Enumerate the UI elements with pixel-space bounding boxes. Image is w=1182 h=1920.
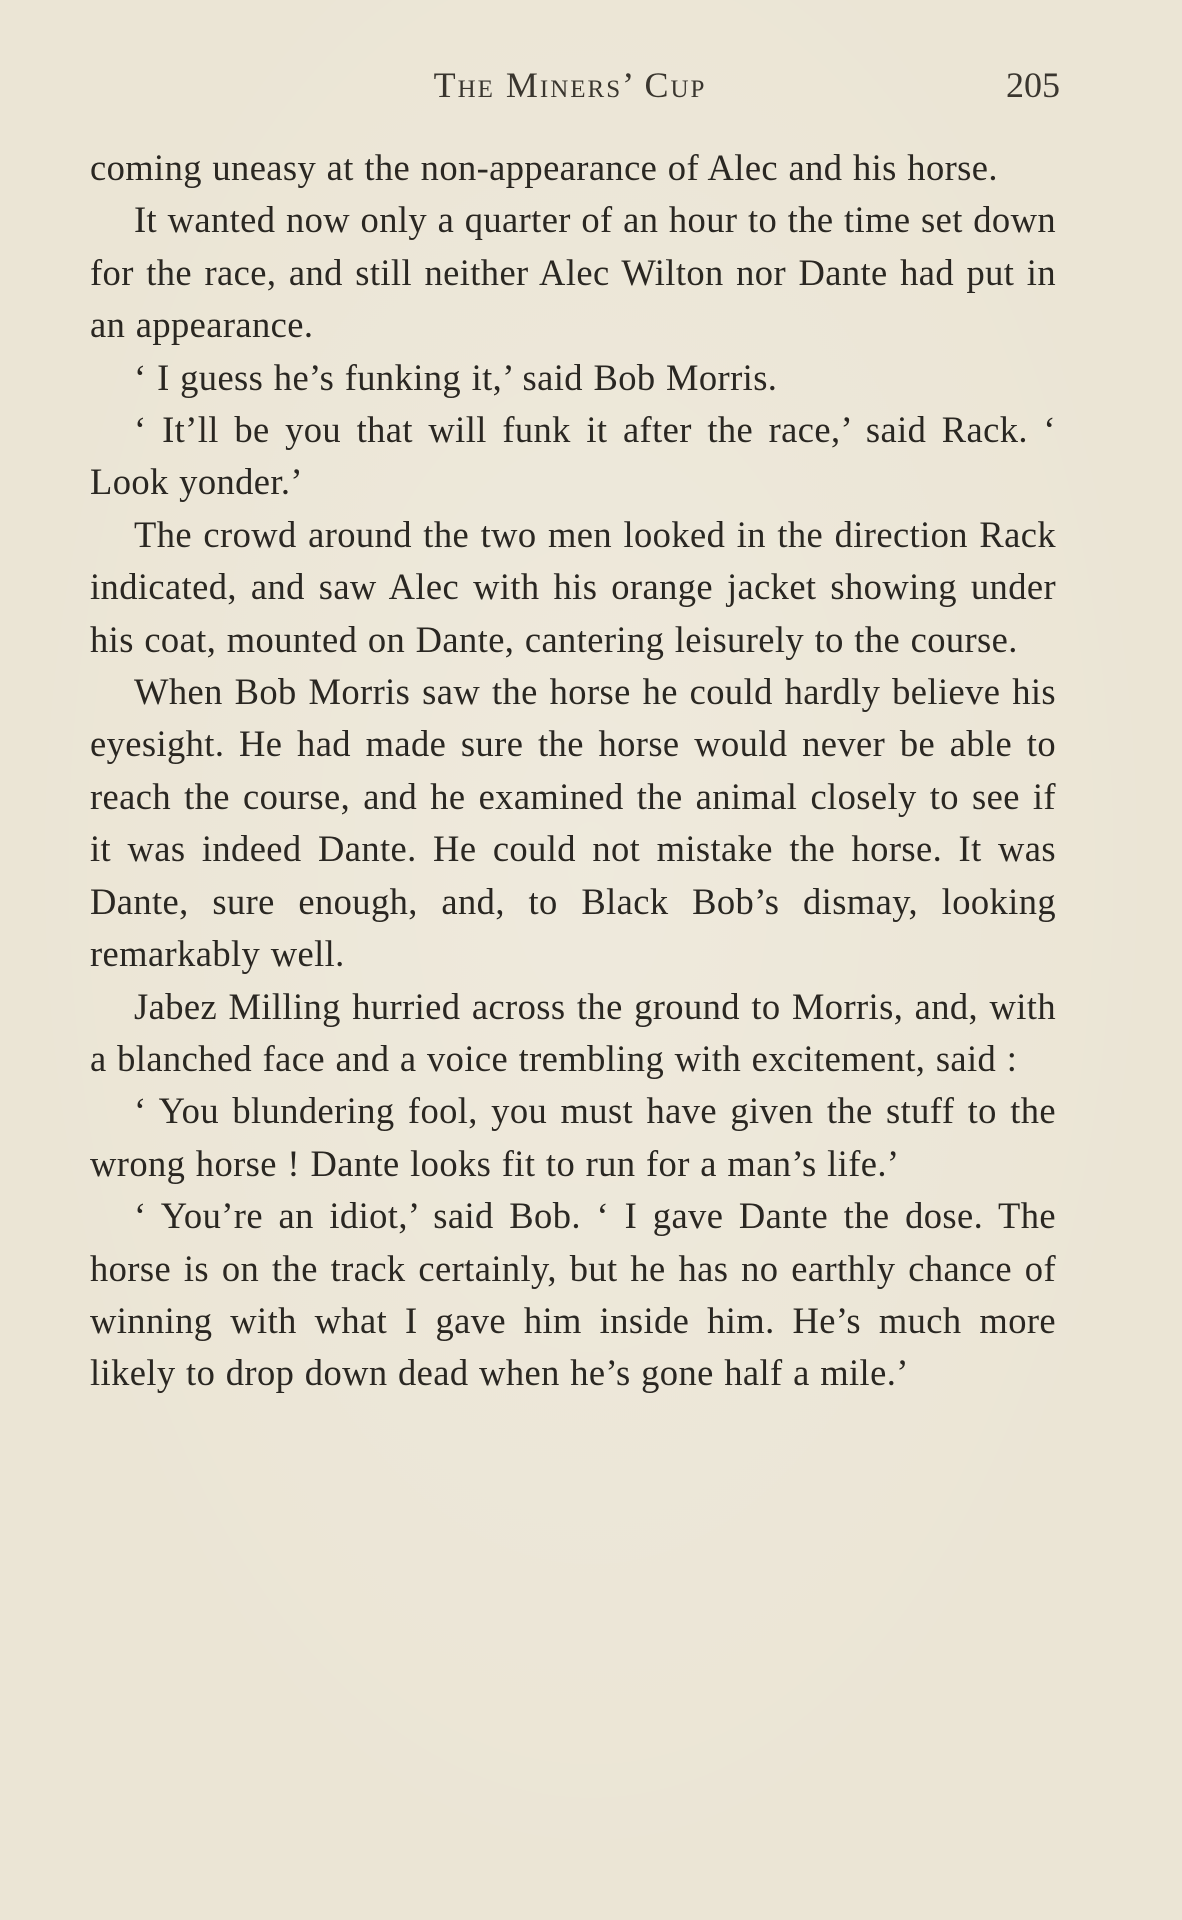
paragraph: ‘ It’ll be you that will funk it after the race,’ said Rack. ‘ Look yonder.’ [90,409,1056,503]
paragraph: ‘ You’re an idiot,’ said Bob. ‘ I gave Dante the dose. The horse is on the track certainly, but he has no earthly chance of winning with what I gave him inside him. He’s much more likely to drop down dead when he’s gone half a mile.’ [90,1195,1056,1394]
paragraph: ‘ I guess he’s funking it,’ said Bob Morris. [134,356,778,398]
running-head [0,60,1182,110]
paragraph-continuation: coming uneasy at the non-appearance of Alec and his horse. [90,147,998,188]
body-text [90,142,1056,1400]
paragraph: It wanted now only a quarter of an hour to the time set down for the race, and still neither Alec Wilton nor Dante had put in an appearance. [90,199,1056,346]
paragraph: ‘ You blundering fool, you must have given the stuff to the wrong horse ! Dante looks fit to run for a man’s life.’ [90,1090,1056,1184]
paragraph: Jabez Milling hurried across the ground to Morris, and, with a blanched face and a voice trembling with excitement, said : [90,985,1056,1079]
paragraph: The crowd around the two men looked in the direction Rack indicated, and saw Alec with his orange jacket showing under his coat, mounted on Dante, cantering leisurely to the course. [90,513,1056,660]
paragraph: When Bob Morris saw the horse he could hardly believe his eyesight. He had made sure the horse would never be able to reach the course, and he examined the animal closely to see if it was indeed Dante. He could not mistake the horse. It was Dante, sure enough, and, to Black Bob’s dismay, looking remarkably well. [90,671,1056,975]
page-number: 205 [1006,65,1060,105]
running-title: The Miners’ Cup [433,65,707,105]
